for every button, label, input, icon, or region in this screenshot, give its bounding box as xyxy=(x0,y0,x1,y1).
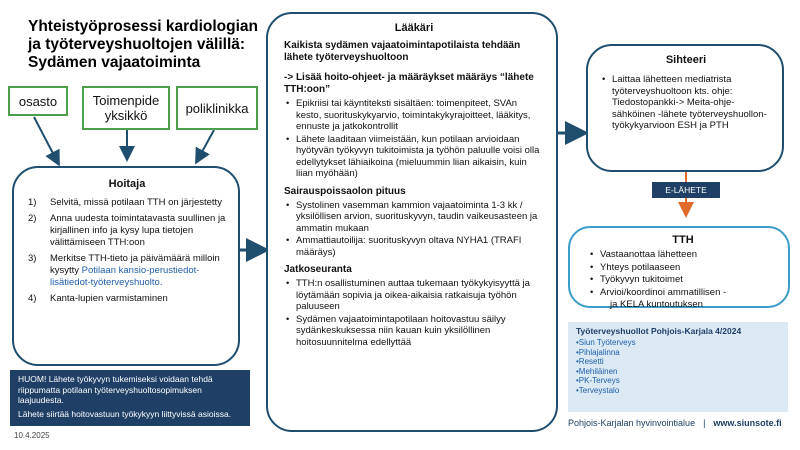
list-item: • Ammattiautoilija: suorituskyvyn oltava NYHA1 (TRAFI määräys) xyxy=(284,235,544,258)
arrow-osasto xyxy=(34,117,58,163)
list-item: • Systolinen vasemman kammion vajaatoiminta 1-3 kk / yksilöllisen arvion, suorituskyvyn, taudin vaikeusasteen ja ammatin mukaan xyxy=(284,200,544,235)
tth-heading: TTH xyxy=(672,234,694,246)
list-item: 1) Selvitä, missä potilaan TTH on järjestetty xyxy=(28,197,222,208)
section-title: Jatkoseuranta xyxy=(284,264,352,275)
unit-label: yksikkö xyxy=(104,108,148,123)
tth-bullets xyxy=(588,249,778,311)
list-item: •PK-Terveys xyxy=(576,376,620,386)
laakari-heading: Lääkäri xyxy=(394,22,434,34)
list-item: • Työkyvyn tukitoimet xyxy=(588,274,778,286)
list-item: • TTH:n osallistuminen auttaa tukemaan työkykyisyyttä ja löytämään sopivia ja oikea-aikaisia ratkaisuja työhön paluuseen xyxy=(284,278,544,313)
elahete-label: E-LÄHETE xyxy=(665,185,707,195)
note-text: HUOM! Lähete työkyvyn tukemiseksi voidaan tehdä riippumatta potilaan työterveyshuoltosopimuksen laajuudesta. xyxy=(18,374,213,405)
list-item: 2) Anna uudesta toimintatavasta suullinen ja kirjallinen info ja kysy lupa tietojen välittämiseen TTH:oon xyxy=(28,213,226,248)
sihteeri-panel xyxy=(586,44,784,172)
note-text: Lähete siirtää hoitovastuun työkykyyn liittyvissä asioissa. xyxy=(18,408,232,419)
unit-label: poliklinikka xyxy=(185,100,249,116)
list-item: • Sydämen vajaatoimintapotilaan hoitovastuu säilyy sydänkeskuksessa niin kauan kuin yksilöllinen hoitosuunnitelma edellyttää xyxy=(284,314,544,349)
unit-poliklinikka xyxy=(176,86,258,130)
hoitaja-heading: Hoitaja xyxy=(108,178,146,190)
laakari-bullets-1 xyxy=(284,98,544,180)
list-item: •Resetti xyxy=(576,357,604,367)
tth-panel xyxy=(568,226,790,308)
list-item: ja KELA kuntoutuksen xyxy=(610,299,703,310)
list-item: 4) Kanta-lupien varmistaminen xyxy=(28,293,168,304)
list-item: • Arvioi/koordinoi ammatillisen - xyxy=(588,287,778,299)
laakari-order: -> Lisää hoito-ohjeet- ja määräykset määräys “lähete TTH:oon” xyxy=(284,72,534,95)
section-title: Sairauspoissaolon pituus xyxy=(284,185,406,197)
laakari-bullets-2 xyxy=(284,200,544,259)
list-item: • Yhteys potilaaseen xyxy=(588,262,778,274)
footer xyxy=(568,418,790,428)
list-item: •Mehiläinen xyxy=(576,366,618,376)
sihteeri-bullets xyxy=(600,74,772,132)
list-item: •Siun Työterveys xyxy=(576,338,636,347)
laakari-intro: Kaikista sydämen vajaatoimintapotilaista tehdään lähete työterveyshuoltoon xyxy=(284,40,521,63)
elahete-badge xyxy=(652,182,720,198)
footer-separator: | xyxy=(703,418,706,428)
title-line: Sydämen vajaatoiminta xyxy=(28,54,201,71)
list-item: • Epikriisi tai käyntiteksti sisältäen: toimenpiteet, SVAn kesto, suorituskykyarvio, toimintakykyrajoitteet, lääkitys, ennuste ja jatkokontrollit xyxy=(284,98,544,133)
footer-url: www.siunsote.fi xyxy=(713,418,782,428)
unit-osasto xyxy=(8,86,68,116)
footer-org: Pohjois-Karjalan hyvinvointialue xyxy=(568,418,696,428)
list-item: • Vastaanottaa lähetteen xyxy=(588,249,778,261)
hoitaja-panel xyxy=(12,166,240,366)
list-item: 3) Merkitse TTH-tieto ja päivämäärä milloin kysytty Potilaan kansio-perustiedot-lisätiedot-työterveyshuolto. xyxy=(28,253,220,288)
title-line: Yhteistyöprosessi kardiologian xyxy=(28,18,258,35)
list-item: •Terveystalo xyxy=(576,385,620,395)
laakari-bullets-3 xyxy=(284,278,544,348)
date-label: 10.4.2025 xyxy=(14,431,50,440)
list-item: • Laittaa lähetteen mediatrista työterveyshuoltoon kts. ohje: Tiedostopankki-> Meita-ohje-sähköinen -lähete työterveyshuollon-työkykyarvioon ESH ja PTH xyxy=(600,74,772,132)
unit-label: Toimenpide xyxy=(92,93,160,108)
providers-list xyxy=(576,338,780,396)
huom-note xyxy=(10,370,250,426)
providers-heading: Työterveyshuollot Pohjois-Karjala 4/2024 xyxy=(576,326,742,336)
providers-box xyxy=(568,322,788,412)
list-item: • Lähete laaditaan viimeistään, kun potilaan arvioidaan hyötyvän työkyvyn tukitoimista ja työhön paluulle voisi olla edellytykset lähiaikoina (mieluummin liian aikaisin, kuin liian myöhään) xyxy=(284,134,544,180)
page-title xyxy=(28,18,278,72)
kansio-path: Potilaan kansio-perustiedot-lisätiedot-työterveyshuolto. xyxy=(50,265,200,288)
arrow-poliklinikka xyxy=(197,130,214,161)
hoitaja-steps xyxy=(28,197,226,305)
list-item: •Pihlajalinna xyxy=(576,347,620,357)
laakari-panel xyxy=(266,12,558,432)
unit-toimenpideyksikko xyxy=(82,86,170,130)
sihteeri-heading: Sihteeri xyxy=(665,54,707,66)
title-line: ja työterveyshuoltojen välillä: xyxy=(28,36,246,53)
unit-label: osasto xyxy=(18,93,58,109)
